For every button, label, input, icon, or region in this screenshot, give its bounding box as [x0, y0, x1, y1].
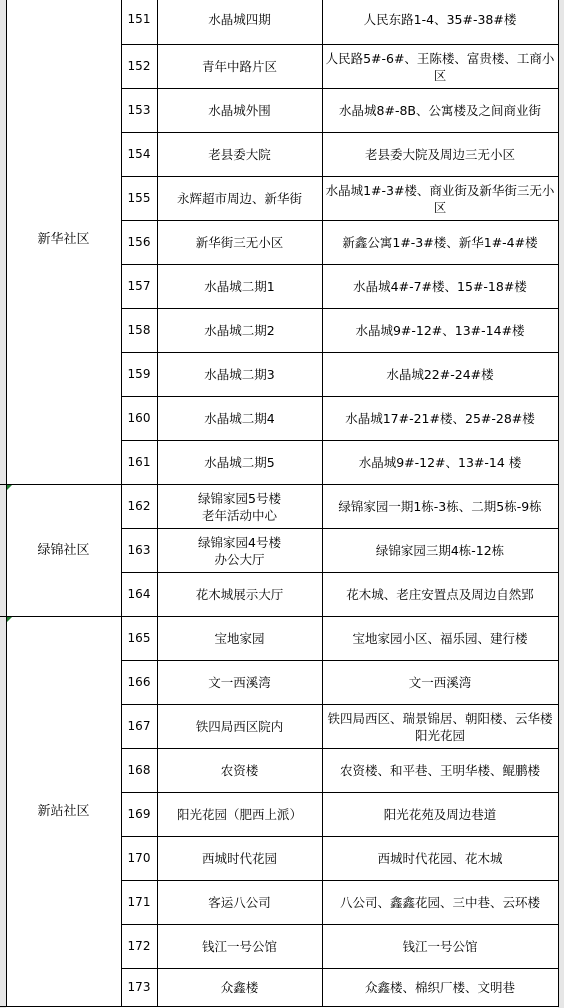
- site-name-cell[interactable]: 阳光花园（肥西上派）: [157, 793, 322, 837]
- coverage-cell[interactable]: 文一西溪湾: [322, 661, 558, 705]
- community-cell[interactable]: 新华社区: [6, 0, 121, 485]
- seq-cell[interactable]: 155: [121, 177, 157, 221]
- site-name-cell[interactable]: 水晶城二期5: [157, 441, 322, 485]
- coverage-cell[interactable]: 众鑫楼、棉织厂楼、文明巷: [322, 969, 558, 1007]
- seq-cell[interactable]: 170: [121, 837, 157, 881]
- seq-cell[interactable]: 159: [121, 353, 157, 397]
- coverage-cell[interactable]: 水晶城9#-12#、13#-14 楼: [322, 441, 558, 485]
- coverage-cell[interactable]: 水晶城1#-3#楼、商业街及新华街三无小区: [322, 177, 558, 221]
- seq-cell[interactable]: 172: [121, 925, 157, 969]
- coverage-cell[interactable]: 绿锦家园三期4栋-12栋: [322, 529, 558, 573]
- seq-cell[interactable]: 171: [121, 881, 157, 925]
- coverage-cell[interactable]: 人民路5#-6#、王陈楼、富贵楼、工商小区: [322, 45, 558, 89]
- coverage-cell[interactable]: 老县委大院及周边三无小区: [322, 133, 558, 177]
- coverage-cell[interactable]: 铁四局西区、瑞景锦居、朝阳楼、云华楼阳光花园: [322, 705, 558, 749]
- seq-cell[interactable]: 163: [121, 529, 157, 573]
- table-row[interactable]: [0, 617, 558, 661]
- site-name-cell[interactable]: 水晶城二期3: [157, 353, 322, 397]
- seq-cell[interactable]: 167: [121, 705, 157, 749]
- community-cell[interactable]: 新站社区: [6, 617, 121, 1007]
- table-row[interactable]: [0, 0, 558, 45]
- seq-cell[interactable]: 173: [121, 969, 157, 1007]
- coverage-cell[interactable]: 人民东路1-4、35#-38#楼: [322, 0, 558, 45]
- coverage-cell[interactable]: 水晶城4#-7#楼、15#-18#楼: [322, 265, 558, 309]
- coverage-cell[interactable]: 西城时代花园、花木城: [322, 837, 558, 881]
- seq-cell[interactable]: 164: [121, 573, 157, 617]
- coverage-cell[interactable]: 钱江一号公馆: [322, 925, 558, 969]
- coverage-cell[interactable]: 水晶城17#-21#楼、25#-28#楼: [322, 397, 558, 441]
- site-name-cell[interactable]: 农资楼: [157, 749, 322, 793]
- site-name-cell[interactable]: 水晶城四期: [157, 0, 322, 45]
- coverage-cell[interactable]: 八公司、鑫鑫花园、三中巷、云环楼: [322, 881, 558, 925]
- site-name-cell[interactable]: 水晶城二期2: [157, 309, 322, 353]
- seq-cell[interactable]: 151: [121, 0, 157, 45]
- seq-cell[interactable]: 156: [121, 221, 157, 265]
- site-name-cell[interactable]: 西城时代花园: [157, 837, 322, 881]
- coverage-cell[interactable]: 新鑫公寓1#-3#楼、新华1#-4#楼: [322, 221, 558, 265]
- coverage-cell[interactable]: 水晶城8#-8B、公寓楼及之间商业街: [322, 89, 558, 133]
- seq-cell[interactable]: 166: [121, 661, 157, 705]
- seq-cell[interactable]: 154: [121, 133, 157, 177]
- site-name-cell[interactable]: 众鑫楼: [157, 969, 322, 1007]
- site-name-cell[interactable]: 铁四局西区院内: [157, 705, 322, 749]
- seq-cell[interactable]: 165: [121, 617, 157, 661]
- seq-cell[interactable]: 158: [121, 309, 157, 353]
- site-name-cell[interactable]: 宝地家园: [157, 617, 322, 661]
- coverage-cell[interactable]: 花木城、老庄安置点及周边自然郢: [322, 573, 558, 617]
- seq-cell[interactable]: 168: [121, 749, 157, 793]
- sheet-edge-right: [558, 0, 564, 1008]
- seq-cell[interactable]: 162: [121, 485, 157, 529]
- site-name-cell[interactable]: 水晶城外围: [157, 89, 322, 133]
- seq-cell[interactable]: 169: [121, 793, 157, 837]
- coverage-cell[interactable]: 水晶城22#-24#楼: [322, 353, 558, 397]
- seq-cell[interactable]: 153: [121, 89, 157, 133]
- site-name-cell[interactable]: 新华街三无小区: [157, 221, 322, 265]
- coverage-cell[interactable]: 水晶城9#-12#、13#-14#楼: [322, 309, 558, 353]
- site-name-cell[interactable]: 水晶城二期1: [157, 265, 322, 309]
- coverage-cell[interactable]: 农资楼、和平巷、王明华楼、鲲鹏楼: [322, 749, 558, 793]
- site-name-cell[interactable]: 青年中路片区: [157, 45, 322, 89]
- site-name-cell[interactable]: 客运八公司: [157, 881, 322, 925]
- site-name-cell[interactable]: 绿锦家园4号楼 办公大厅: [157, 529, 322, 573]
- site-name-cell[interactable]: 钱江一号公馆: [157, 925, 322, 969]
- coverage-cell[interactable]: 宝地家园小区、福乐园、建行楼: [322, 617, 558, 661]
- site-name-cell[interactable]: 花木城展示大厅: [157, 573, 322, 617]
- site-name-cell[interactable]: 水晶城二期4: [157, 397, 322, 441]
- seq-cell[interactable]: 152: [121, 45, 157, 89]
- site-name-cell[interactable]: 绿锦家园5号楼 老年活动中心: [157, 485, 322, 529]
- table-row[interactable]: [0, 485, 558, 529]
- seq-cell[interactable]: 157: [121, 265, 157, 309]
- coverage-cell[interactable]: 绿锦家园一期1栋-3栋、二期5栋-9栋: [322, 485, 558, 529]
- site-name-cell[interactable]: 老县委大院: [157, 133, 322, 177]
- seq-cell[interactable]: 161: [121, 441, 157, 485]
- site-name-cell[interactable]: 永辉超市周边、新华街: [157, 177, 322, 221]
- coverage-cell[interactable]: 阳光花苑及周边巷道: [322, 793, 558, 837]
- seq-cell[interactable]: 160: [121, 397, 157, 441]
- community-cell[interactable]: 绿锦社区: [6, 485, 121, 617]
- site-name-cell[interactable]: 文一西溪湾: [157, 661, 322, 705]
